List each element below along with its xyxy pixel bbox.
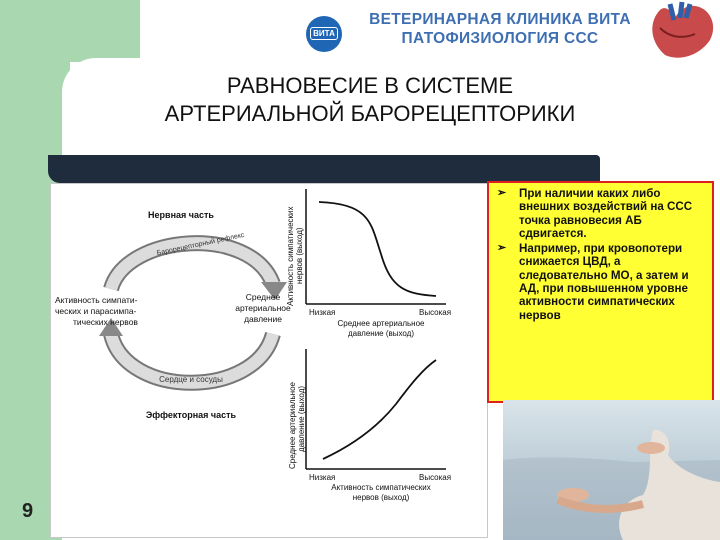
nerve-activity-label-2: ческих и парасимпа- [55, 306, 137, 316]
heart-icon [640, 0, 720, 62]
arrow-bullet-icon: ➢ [497, 187, 507, 199]
meditation-photo [503, 400, 720, 540]
bullet-item [497, 242, 706, 322]
top-graph-x-label-1: Среднее артериальное [337, 319, 425, 328]
bottom-graph-x-label-1: Активность симпатических [331, 483, 431, 492]
mean-pressure-label-3: давление [244, 314, 282, 324]
bottom-graph-y-label-1: Среднее артериальное [288, 382, 297, 469]
clinic-header [350, 10, 650, 48]
top-graph-curve [319, 202, 436, 296]
nerve-activity-label-3: тических нервов [73, 317, 138, 327]
top-arrow-text: Барорецепторный рефлекс [156, 231, 246, 258]
bullet-text: При наличии каких либо внешних воздействий на ССС точка равновесия АБ сдвигается. [519, 187, 693, 240]
top-graph-y-label-1: Активность симпатических [286, 206, 295, 306]
top-left-green-block [0, 0, 140, 62]
diagram-svg [51, 184, 487, 537]
bottom-graph-x-label-2: нервов (выход) [352, 493, 410, 502]
bullet-text: Например, при кровопотери снижается ЦВД, а следовательно МО, а затем и АД, при повышенном уровне активности симпатических нервов [519, 242, 689, 322]
title-line-1: РАВНОВЕСИЕ В СИСТЕМЕ [226, 73, 514, 98]
slide-number: 9 [22, 500, 34, 522]
effector-part-label: Эффекторная часть [145, 410, 237, 420]
title-line-2: АРТЕРИАЛЬНОЙ БАРОРЕЦЕПТОРИКИ [164, 101, 576, 126]
bullet-item [497, 187, 706, 240]
top-graph-x-label-2: давление (выход) [347, 329, 415, 338]
top-graph-y-label-2: нервов (выход) [295, 227, 304, 284]
clinic-name: ВЕТЕРИНАРНАЯ КЛИНИКА ВИТА [369, 11, 631, 28]
course-name: ПАТОФИЗИОЛОГИЯ ССС [401, 30, 599, 47]
slide-title [80, 72, 660, 128]
title-divider-bar [48, 155, 600, 183]
nerve-activity-label-1: Активность симпати- [55, 295, 138, 305]
bottom-arrow-text: Сердце и сосуды [159, 375, 223, 384]
bottom-graph-y-label-2: давление (выход) [297, 385, 306, 452]
baroreflex-diagram [50, 183, 488, 538]
explanation-box [487, 181, 714, 403]
clinic-logo: ВИТА [306, 16, 342, 52]
mean-pressure-label-2: артериальное [235, 303, 291, 313]
top-graph-x-high: Высокая [419, 308, 452, 317]
arrow-bullet-icon: ➢ [497, 242, 507, 255]
mean-pressure-label-1: Среднее [245, 292, 281, 302]
bottom-graph-x-low: Низкая [309, 473, 336, 482]
top-graph-x-low: Низкая [309, 308, 336, 317]
bottom-graph-x-high: Высокая [419, 473, 452, 482]
neural-part-label: Нервная часть [148, 210, 214, 220]
bottom-graph-curve [323, 360, 436, 459]
